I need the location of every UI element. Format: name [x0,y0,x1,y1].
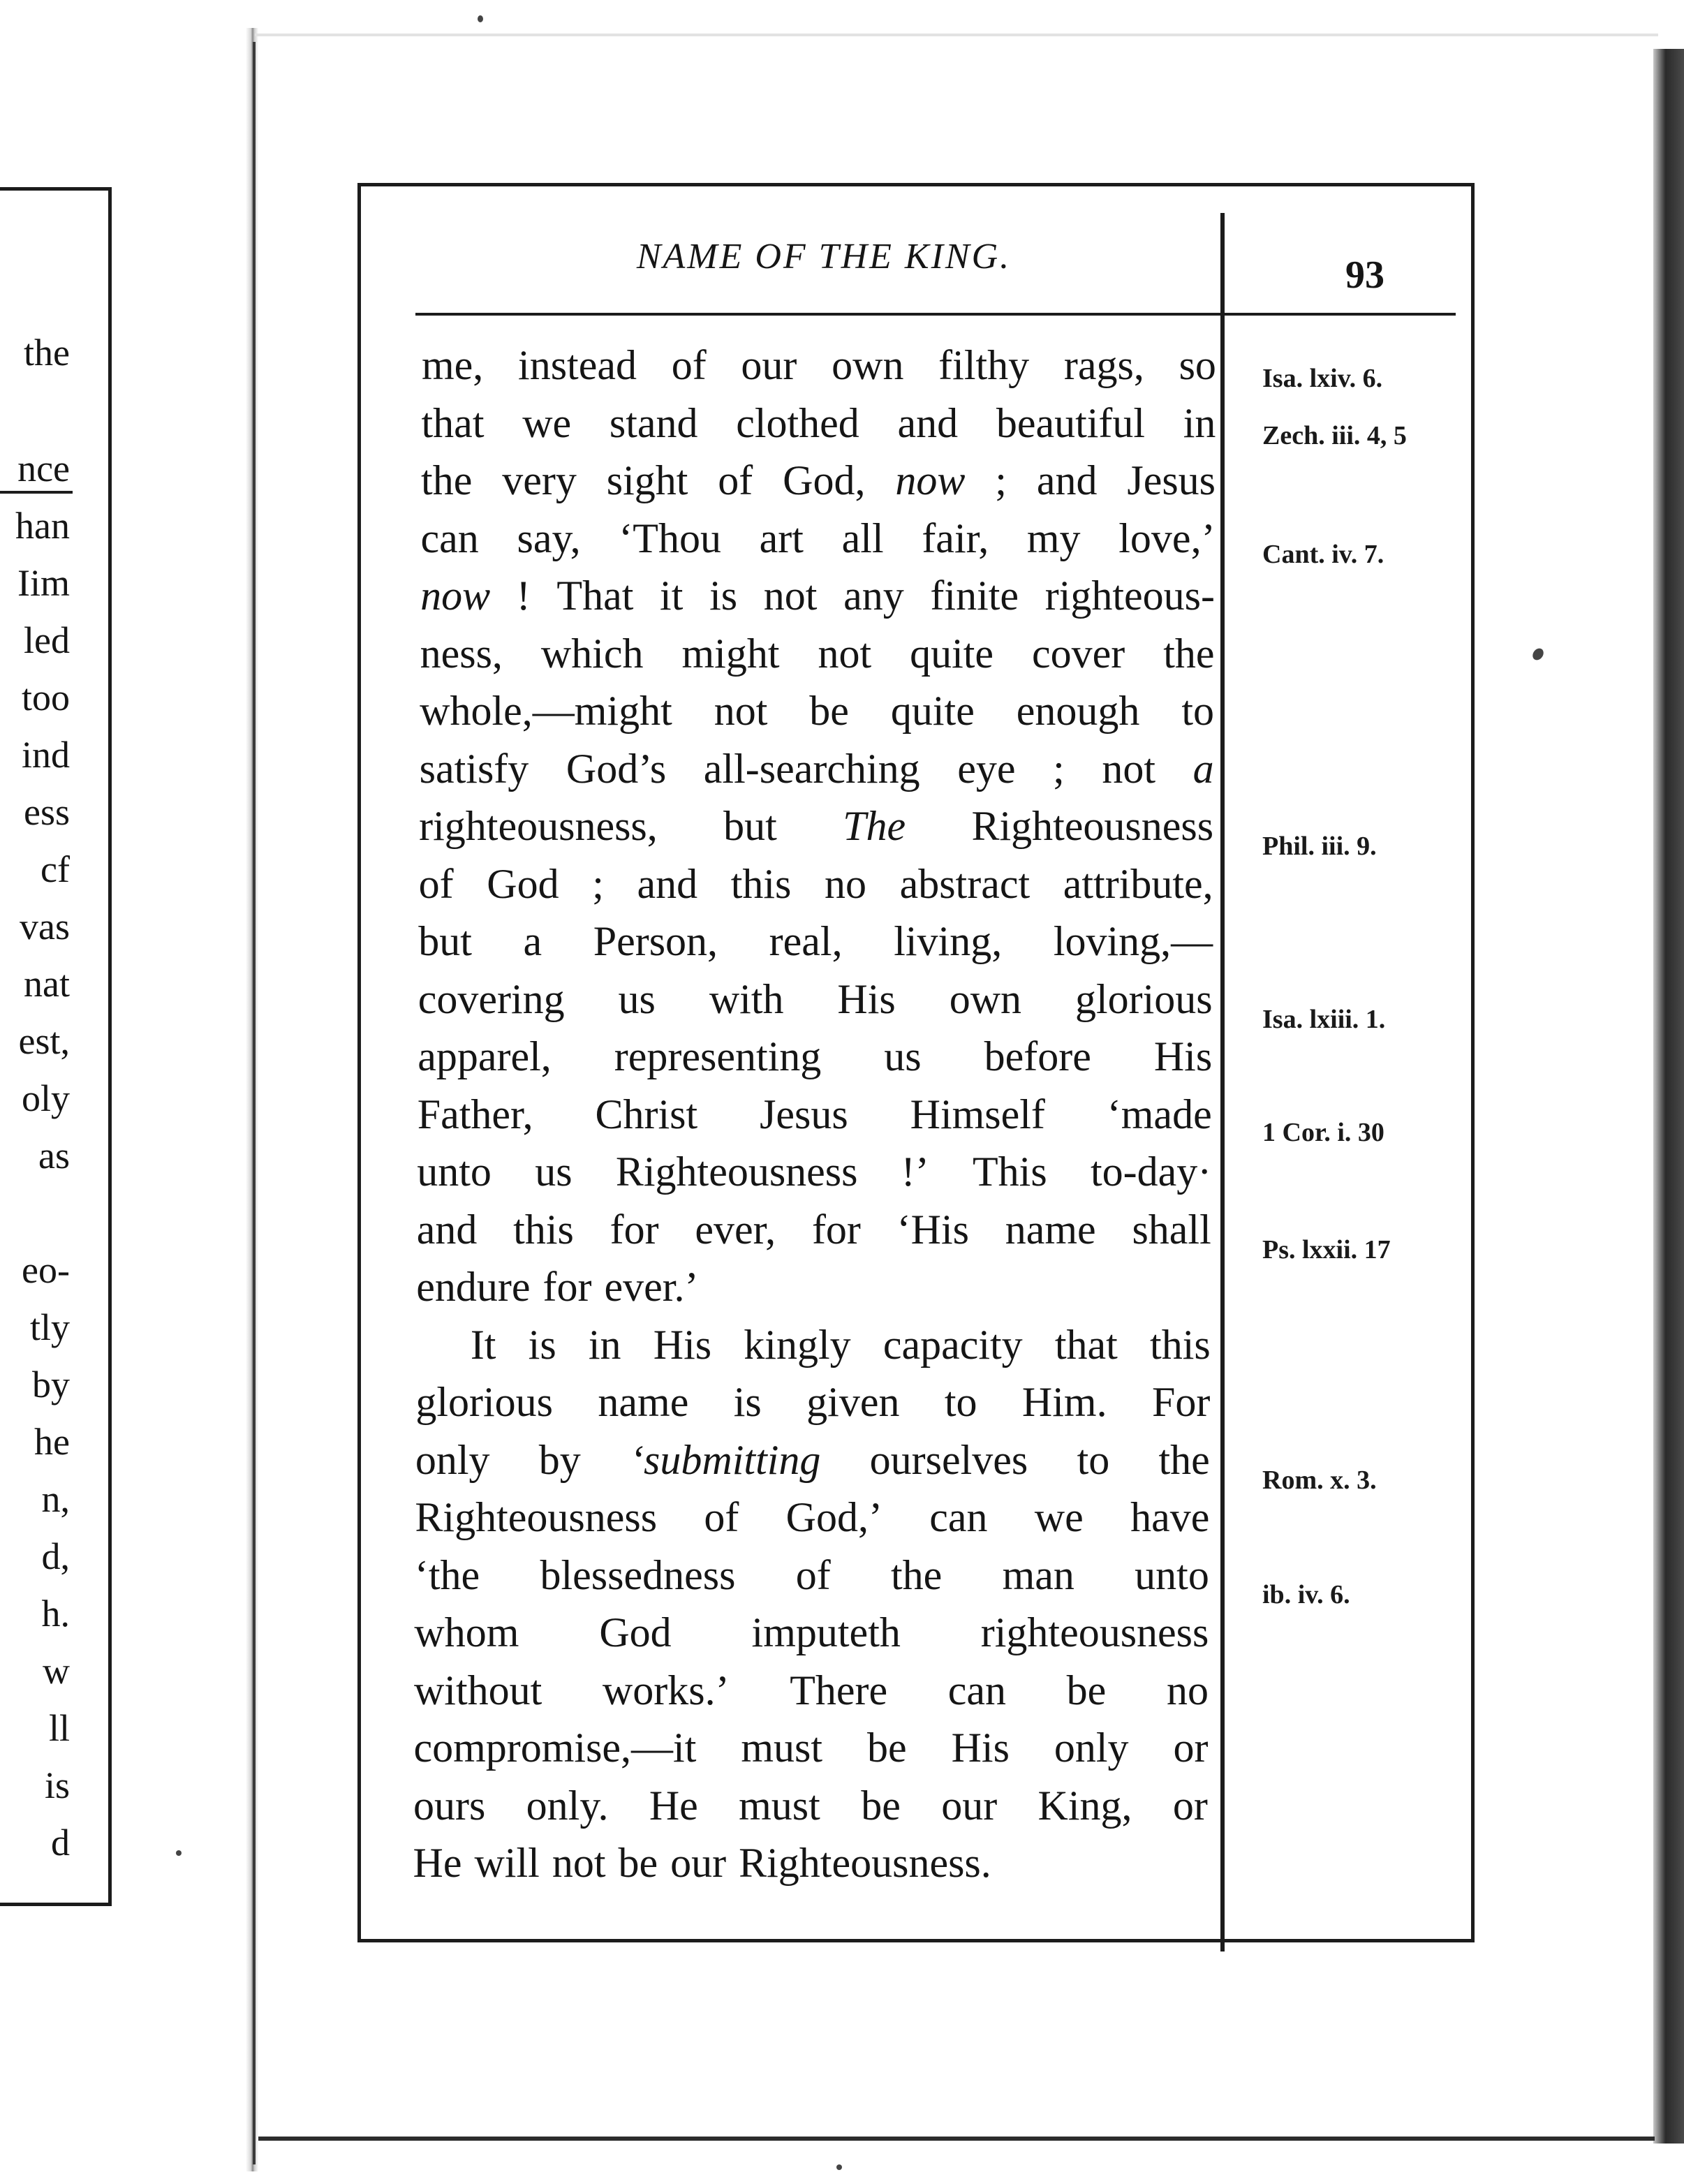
body-word: to-day· [1090,1149,1212,1195]
body-line [418,917,1213,966]
body-word: ‘the [414,1551,480,1598]
body-word: the [421,457,473,503]
body-word: This [973,1149,1047,1195]
body-word: our [941,1782,998,1829]
body-line [414,1608,1209,1657]
body-word: capacity [882,1321,1023,1368]
body-word: apparel, [418,1033,552,1079]
body-word: His [653,1321,712,1368]
left-page-fragment: vas [20,906,70,947]
body-word: ness, [420,630,503,677]
body-word: finite [930,573,1019,619]
body-word: all [841,515,884,561]
margin-reference: Isa. lxiv. 6. [1262,364,1383,393]
body-word: Him. [1021,1379,1107,1425]
body-word: quite [890,688,975,734]
left-page-fragment: h. [41,1593,70,1635]
body-word: be [618,1840,658,1886]
body-word: and [637,860,698,907]
body-word: but [723,803,777,849]
body-word: the [1158,1436,1210,1483]
body-word: only [1054,1725,1129,1771]
body-word: blessedness [540,1551,736,1598]
body-word: righteousness, [419,803,658,849]
body-word: ‘submitting [630,1436,821,1483]
left-page-fragment: the [24,332,70,374]
left-page-fragment: d [51,1822,70,1864]
left-page-fragment: ind [21,734,70,776]
body-word: Jesus [1127,457,1216,503]
body-line [417,1147,1211,1196]
body-word: Righteousness [415,1494,658,1540]
body-word: not [714,688,768,734]
body-word: stand [609,399,698,446]
body-word: of [704,1494,739,1540]
body-word: it [660,573,684,619]
body-word: without [413,1667,542,1713]
body-word: works.’ [602,1667,730,1713]
page-top-edge [255,34,1658,36]
body-word: There [790,1667,888,1713]
body-word: name [598,1379,689,1425]
left-page-fragment: cf [40,848,70,890]
body-word: can [420,515,479,561]
margin-reference: Cant. iv. 7. [1262,540,1384,569]
running-head: NAME OF THE KING. [636,237,1012,276]
page-number: 93 [1345,253,1384,297]
body-word: ; [592,860,604,907]
body-word: Righteousness [615,1149,858,1195]
body-word: Jesus [760,1091,848,1137]
body-line [420,629,1215,678]
left-page-frame [0,187,112,1906]
left-page-fragment: han [15,505,70,547]
body-word: shall [1132,1206,1211,1253]
left-page-fragment: nat [24,963,70,1005]
body-word: living, [894,918,1003,964]
left-page-fragment: Iim [17,562,70,604]
body-word: fair, [922,515,989,561]
body-word: that [421,399,485,446]
body-line [415,1493,1209,1542]
left-page-fragment: led [24,619,70,661]
body-word: His [837,975,896,1022]
margin-reference: Ps. lxxii. 17 [1262,1235,1391,1264]
body-word: my [1026,515,1081,561]
body-word: the [1163,630,1215,677]
body-word: before [984,1033,1091,1079]
body-word: rags, [1063,342,1144,388]
body-word: us [618,975,656,1022]
body-word: eye [957,745,1016,792]
body-word: is [733,1379,762,1425]
left-page-fragment: n, [41,1478,70,1520]
body-word: own [832,342,904,388]
body-word: a [523,918,542,964]
body-word: righteous- [1044,573,1215,619]
body-word: we [522,399,572,446]
body-word: It [470,1321,496,1368]
margin-reference: Zech. iii. 4, 5 [1262,421,1407,450]
body-word: this [730,860,792,907]
body-word: can [947,1667,1007,1713]
body-line [421,456,1216,505]
body-word: for [811,1206,861,1253]
left-page-fragment: by [32,1364,70,1405]
body-word: That [556,573,634,619]
body-word: is [528,1321,556,1368]
body-word: beautiful [996,399,1146,446]
body-word: given [806,1379,900,1425]
margin-reference: ib. iv. 6. [1262,1580,1350,1609]
left-page-fragment: nce [17,448,70,489]
running-head-rule [415,313,1456,316]
body-word: loving,— [1053,918,1213,964]
gutter-fold-line [253,42,256,2164]
body-word: be [866,1725,907,1771]
body-word: ! [516,573,531,619]
body-word: with [709,975,784,1022]
body-word: our [670,1840,727,1886]
body-word: imputeth [751,1609,901,1655]
body-line [420,571,1215,620]
body-word: glorious [415,1379,554,1425]
body-word: me, [422,342,484,388]
body-word: might [681,630,780,677]
body-word: attribute, [1063,860,1213,907]
body-word: which [540,630,644,677]
body-word: quite [910,630,994,677]
body-word: unto [417,1149,492,1195]
body-word: no [1166,1667,1209,1713]
body-line [422,399,1216,448]
body-word: will [474,1840,540,1886]
body-word: must [741,1725,823,1771]
body-word: The [843,803,906,849]
body-word: ever, [695,1206,776,1253]
body-word: can [929,1494,988,1540]
body-word: Righteousness. [739,1840,991,1886]
body-word: for [610,1206,659,1253]
body-word: be [861,1782,901,1829]
margin-column-rule [1220,213,1225,1951]
body-word: and [416,1206,478,1253]
body-word: art [759,515,804,561]
paper-speck [176,1850,182,1856]
body-word: our [741,342,797,388]
body-word: God,’ [785,1494,882,1540]
body-word: whole,—might [420,688,672,734]
body-word: cover [1032,630,1125,677]
body-word: ours [413,1782,486,1829]
paper-speck [1530,647,1546,663]
body-line [421,514,1216,563]
body-word: own [949,975,1022,1022]
body-word: a [1192,745,1214,792]
body-line [418,1090,1212,1139]
body-word: glorious [1074,975,1213,1022]
body-word: must [739,1782,820,1829]
paper-speck [478,15,483,22]
body-word: Himself [910,1091,1045,1137]
body-line [422,341,1216,390]
body-word: satisfy [419,745,529,792]
body-word: ‘His [896,1206,969,1253]
margin-reference: 1 Cor. i. 30 [1262,1118,1384,1147]
body-word: have [1130,1494,1210,1540]
margin-reference: Phil. iii. 9. [1262,832,1377,861]
body-word: now [895,457,966,503]
body-word: the [890,1551,943,1598]
body-line [415,1378,1210,1426]
body-word: compromise,—it [413,1725,697,1771]
body-line [415,1551,1209,1600]
body-word: God [599,1609,672,1655]
body-word: God [487,860,559,907]
body-word: kingly [744,1321,851,1368]
body-word: for [542,1264,592,1310]
left-page-fragment: too [21,677,70,718]
body-line [419,802,1213,850]
body-word: whom [414,1609,519,1655]
body-word: ; [995,457,1007,503]
body-word: God, [783,457,866,503]
body-word: abstract [899,860,1031,907]
body-word: be [809,688,849,734]
body-word: but [418,918,472,964]
body-word: God’s [566,745,667,792]
body-word: in [1183,399,1216,446]
left-page-fragment: he [34,1421,70,1463]
body-word: this [513,1206,574,1253]
body-word: to [1181,688,1215,734]
body-line [418,1032,1212,1081]
body-word: any [843,573,904,619]
body-word: He [649,1782,698,1829]
body-line [413,1838,1208,1887]
body-word: filthy [938,342,1030,388]
body-word: only [415,1436,490,1483]
body-word: endure [416,1264,531,1310]
left-page-fragment: is [44,1764,70,1806]
body-word: us [884,1033,922,1079]
body-word: ever.’ [604,1264,699,1310]
body-word: in [588,1321,621,1368]
body-word: ‘made [1107,1091,1212,1137]
body-word: and [897,399,959,446]
body-word: man [1002,1551,1074,1598]
body-word: now [420,573,491,619]
body-word: He [413,1840,462,1886]
paper-speck [836,2164,842,2170]
body-word: name [1005,1206,1096,1253]
body-word: so [1179,342,1216,388]
left-page-fragment: d, [41,1535,70,1577]
book-gutter [246,28,258,2171]
body-word: us [535,1149,573,1195]
left-page-fragment: tly [29,1306,70,1348]
body-word: unto [1135,1551,1209,1598]
body-word: very [502,457,577,503]
body-line [417,1205,1211,1254]
body-word: of [718,457,753,503]
body-line [414,1666,1209,1715]
body-word: ; [1053,745,1065,792]
body-word: ourselves [869,1436,1028,1483]
body-word: His [1153,1033,1213,1079]
body-word: to [1077,1436,1110,1483]
body-word: say, [517,515,581,561]
margin-reference: Isa. lxiii. 1. [1262,1005,1386,1034]
left-page-fragment: ll [48,1707,70,1749]
body-line [419,859,1213,908]
body-word: Righteousness [971,803,1214,849]
body-word: Christ [595,1091,698,1137]
body-word: be [1066,1667,1107,1713]
body-word: Father, [417,1091,533,1137]
left-page-fragment: w [43,1650,70,1692]
body-word: Person, [593,918,718,964]
body-word: that [1054,1321,1118,1368]
page-bottom-edge [258,2137,1655,2141]
page-right-edge-shadow [1653,49,1684,2144]
body-word: not [818,630,872,677]
body-word: King, [1037,1782,1132,1829]
body-word: all-searching [703,745,920,792]
left-page-fragment: oly [21,1077,70,1119]
body-word: ‘Thou [619,515,721,561]
margin-reference: Rom. x. 3. [1262,1466,1377,1495]
body-line [413,1723,1208,1772]
body-word: righteousness [980,1609,1209,1655]
body-word: love,’ [1118,515,1216,561]
body-line [471,1320,1211,1369]
body-word: !’ [901,1149,929,1195]
body-word: not [763,573,818,619]
body-word: of [795,1551,831,1598]
left-page-fragment: ess [24,791,70,833]
body-word: we [1034,1494,1084,1540]
body-word: or [1172,1782,1208,1829]
left-page-fragment: eo- [22,1249,70,1291]
body-line [418,975,1213,1024]
left-page-head-rule [0,491,73,494]
body-word: For [1151,1379,1211,1425]
body-word: clothed [736,399,859,446]
left-page-fragment: as [38,1135,70,1176]
body-word: representing [614,1033,822,1079]
body-word: real, [769,918,843,964]
body-line [415,1436,1210,1484]
body-word: covering [418,975,565,1022]
body-word: only. [526,1782,609,1829]
body-line [416,1262,1211,1311]
body-word: and [1036,457,1098,503]
left-page-fragment: est, [18,1020,70,1062]
body-word: or [1173,1725,1209,1771]
body-word: of [671,342,707,388]
body-word: is [709,573,738,619]
body-word: no [824,860,866,907]
body-line [413,1781,1208,1830]
body-word: His [951,1725,1010,1771]
body-word: not [1102,745,1155,792]
body-word: by [538,1436,581,1483]
body-word: sight [606,457,688,503]
body-line [420,686,1214,735]
body-line [420,744,1214,793]
body-word: to [944,1379,977,1425]
body-word: this [1150,1321,1211,1368]
body-word: enough [1016,688,1140,734]
body-word: of [418,860,454,907]
body-word: not [552,1840,606,1886]
body-word: instead [518,342,637,388]
